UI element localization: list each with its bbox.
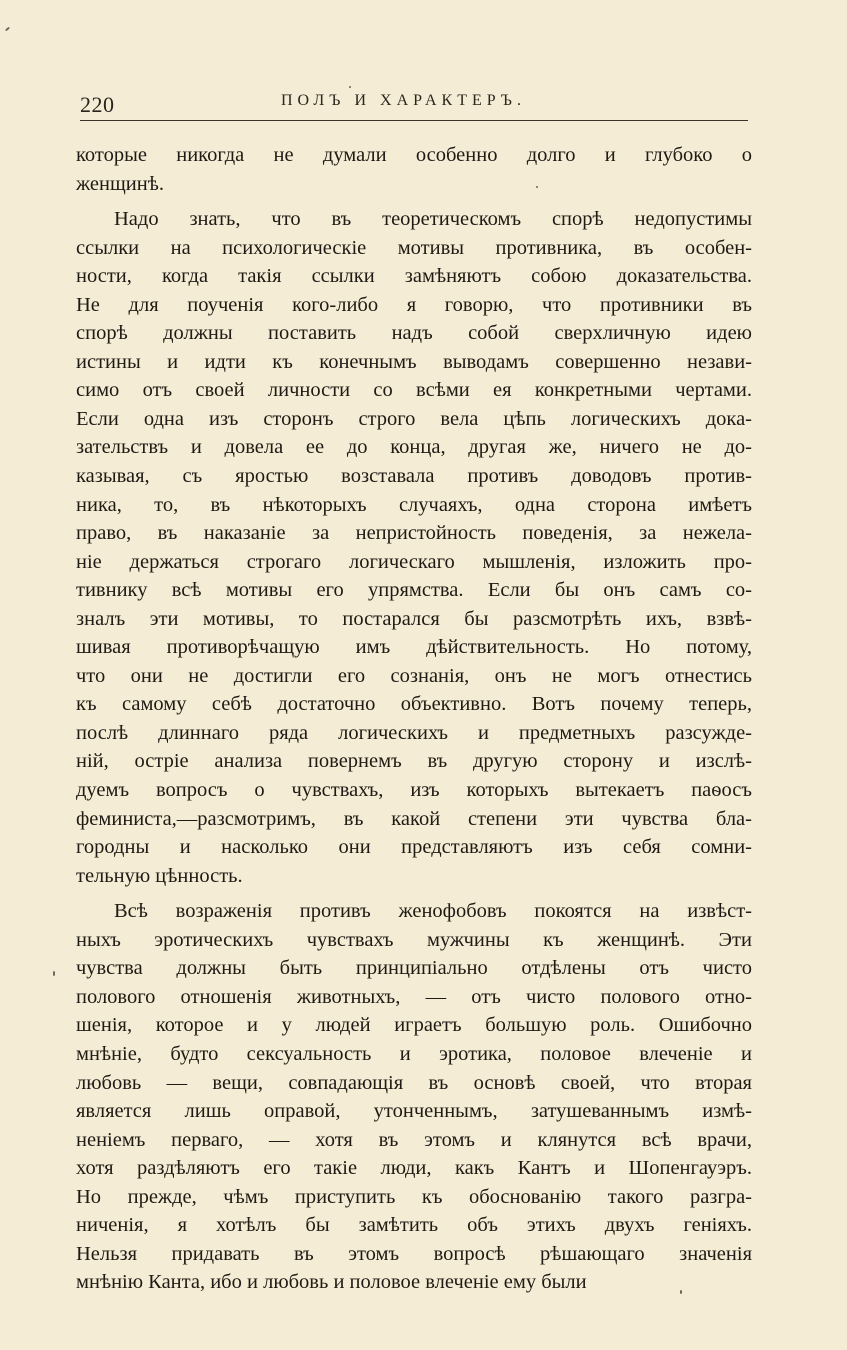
page-header	[76, 92, 752, 122]
text-line: хотя раздѣляютъ его такіе люди, какъ Кантъ и Шопенгауэръ.	[76, 1157, 752, 1180]
text-line: тивнику всѣ мотивы его упрямства. Если бы онъ самъ со-	[76, 579, 752, 602]
text-line: Всѣ возраженія противъ женофобовъ покоятся на извѣст-	[114, 900, 752, 923]
text-line: женщинѣ.	[76, 172, 164, 195]
paragraph	[76, 205, 752, 890]
text-line: Надо знать, что въ теоретическомъ спорѣ недопустимы	[114, 208, 752, 231]
text-line: казывая, съ яростью возставала противъ доводовъ против-	[76, 465, 752, 488]
text-line: чувства должны быть принципіально отдѣлены отъ чисто	[76, 957, 752, 980]
text-line: является лишь оправой, утонченнымъ, затушеваннымъ измѣ-	[76, 1100, 752, 1123]
text-line: Не для поученія кого-либо я говорю, что противники въ	[76, 293, 752, 316]
paragraph-gap	[76, 198, 752, 205]
text-line: мнѣніе, будто сексуальность и эротика, половое влеченіе и	[76, 1042, 752, 1065]
text-line: ссылки на психологическіе мотивы противника, въ особен-	[76, 236, 752, 259]
text-line: любовь — вещи, совпадающія въ основѣ своей, что вторая	[76, 1071, 752, 1094]
text-line: ниченія, я хотѣлъ бы замѣтить объ этихъ двухъ геніяхъ.	[76, 1214, 752, 1237]
text-line: спорѣ должны поставить надъ собой сверхличную идею	[76, 322, 752, 345]
text-line: дуемъ вопросъ о чувствахъ, изъ которыхъ вытекаетъ паѳосъ	[76, 779, 752, 802]
paragraph-gap	[76, 890, 752, 897]
text-line: Но прежде, чѣмъ приступить къ обоснованію такого разгра-	[76, 1185, 752, 1208]
text-line: Если одна изъ сторонъ строго вела цѣпь логическихъ дока-	[76, 407, 752, 430]
page-number: 220	[80, 92, 115, 117]
text-line: ника, то, въ нѣкоторыхъ случаяхъ, одна сторона имѣетъ	[76, 493, 752, 516]
paragraph	[76, 897, 752, 1297]
text-line: шенія, которое и у людей играетъ большую роль. Ошибочно	[76, 1014, 752, 1037]
ink-speck	[5, 27, 10, 32]
ink-speck	[349, 86, 351, 88]
text-line: симо отъ своей личности со всѣми ея конкретными чертами.	[76, 379, 752, 402]
header-rule	[80, 120, 748, 121]
text-line: зательствъ и довела ее до конца, другая же, ничего не до-	[76, 436, 752, 459]
text-line: ныхъ эротическихъ чувствахъ мужчины къ женщинѣ. Эти	[76, 928, 752, 951]
text-line: ніе держаться строгаго логическаго мышленія, изложить про-	[76, 550, 752, 573]
text-line: шивая противорѣчащую имъ дѣйствительность. Но потому,	[76, 636, 752, 659]
text-line: Нельзя придавать въ этомъ вопросѣ рѣшающаго значенія	[76, 1242, 752, 1265]
text-line: истины и идти къ конечнымъ выводамъ совершенно незави-	[76, 350, 752, 373]
text-line: послѣ длиннаго ряда логическихъ и предметныхъ разсужде-	[76, 721, 752, 744]
body-text	[76, 141, 752, 1297]
text-line: ній, остріе анализа повернемъ въ другую сторону и изслѣ-	[76, 750, 752, 773]
text-line: неніемъ перваго, — хотя въ этомъ и клянутся всѣ врачи,	[76, 1128, 752, 1151]
text-line: полового отношенія животныхъ, — отъ чисто полового отно-	[76, 985, 752, 1008]
text-line: тельную цѣнность.	[76, 864, 243, 887]
text-line: зналъ эти мотивы, то постарался бы разсмотрѣть ихъ, взвѣ-	[76, 607, 752, 630]
ink-speck	[53, 971, 55, 976]
paragraph	[76, 141, 752, 198]
ink-speck	[536, 186, 538, 188]
ink-speck	[680, 1290, 682, 1294]
text-line: которые никогда не думали особенно долго и глубоко о	[76, 144, 752, 166]
text-line: феминиста,—разсмотримъ, въ какой степени эти чувства бла-	[76, 807, 752, 830]
running-title: ПОЛЪ И ХАРАКТЕРЪ.	[281, 92, 526, 109]
text-line: къ самому себѣ достаточно объективно. Вотъ почему теперь,	[76, 693, 752, 716]
text-line: мнѣнію Канта, ибо и любовь и половое влеченіе ему были	[76, 1271, 587, 1294]
text-line: городны и насколько они представляютъ изъ себя сомни-	[76, 836, 752, 859]
text-line: ности, когда такія ссылки замѣняютъ собою доказательства.	[76, 265, 752, 288]
text-line: право, въ наказаніе за непристойность поведенія, за нежела-	[76, 522, 752, 545]
text-line: что они не достигли его сознанія, онъ не могъ отнестись	[76, 664, 752, 687]
